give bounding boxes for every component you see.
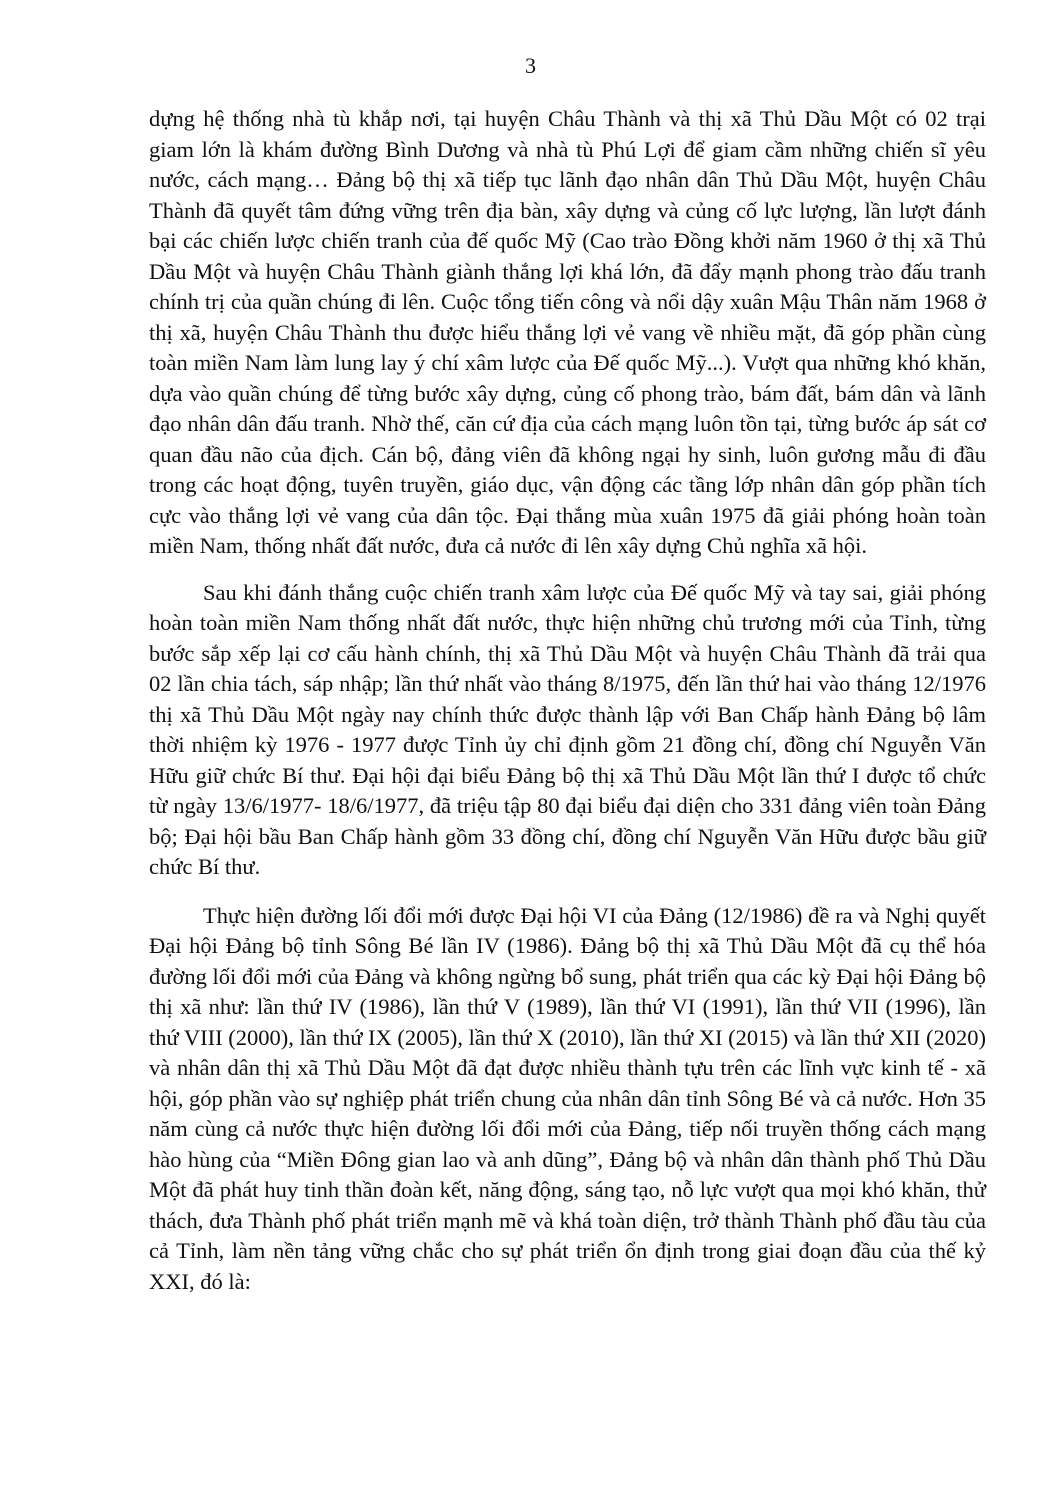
page-number: 3 (525, 53, 536, 78)
paragraph-continuation: dựng hệ thống nhà tù khắp nơi, tại huyện Châu Thành và thị xã Thủ Dầu Một có 02 trại giam lớn là khám đường Bình Dương và nhà tù Phú Lợi để giam cầm những chiến sĩ yêu nước, cách mạng… Đảng bộ thị xã tiếp tục lãnh đạo nhân dân Thủ Dầu Một, huyện Châu Thành đã quyết tâm đứng vững trên địa bàn, xây dựng và củng cố lực lượng, lần lượt đánh bại các chiến lược chiến tranh của đế quốc Mỹ (Cao trào Đồng khởi năm 1960 ở thị xã Thủ Dầu Một và huyện Châu Thành giành thắng lợi khá lớn, đã đẩy mạnh phong trào đấu tranh chính trị của quần chúng đi lên. Cuộc tổng tiến công và nổi dậy xuân Mậu Thân năm 1968 ở thị xã, huyện Châu Thành thu được hiểu thắng lợi vẻ vang về nhiều mặt, đã góp phần cùng toàn miền Nam làm lung lay ý chí xâm lược của Đế quốc Mỹ...). Vượt qua những khó khăn, dựa vào quần chúng để từng bước xây dựng, củng cố phong trào, bám đất, bám dân và lãnh đạo nhân dân đấu tranh. Nhờ thế, căn cứ địa của cách mạng luôn tồn tại, từng bước áp sát cơ quan đầu não của địch. Cán bộ, đảng viên đã không ngại hy sinh, luôn gương mẫu đi đầu trong các hoạt động, tuyên truyền, giáo dục, vận động các tầng lớp nhân dân góp phần tích cực vào thắng lợi vẻ vang của dân tộc. Đại thắng mùa xuân 1975 đã giải phóng hoàn toàn miền Nam, thống nhất đất nước, đưa cả nước đi lên xây dựng Chủ nghĩa xã hội. (149, 106, 986, 558)
paragraph-doi-moi: Thực hiện đường lối đổi mới được Đại hội VI của Đảng (12/1986) đề ra và Nghị quyết Đại hội Đảng bộ tỉnh Sông Bé lần IV (1986). Đảng bộ thị xã Thủ Dầu Một đã cụ thể hóa đường lối đổi mới của Đảng và không ngừng bổ sung, phát triển qua các kỳ Đại hội Đảng bộ thị xã như: lần thứ IV (1986), lần thứ V (1989), lần thứ VI (1991), lần thứ VII (1996), lần thứ VIII (2000), lần thứ IX (2005), lần thứ X (2010), lần thứ XI (2015) và lần thứ XII (2020) và nhân dân thị xã Thủ Dầu Một đã đạt được nhiều thành tựu trên các lĩnh vực kinh tế - xã hội, góp phần vào sự nghiệp phát triển chung của nhân dân tỉnh Sông Bé và cả nước. Hơn 35 năm cùng cả nước thực hiện đường lối đổi mới của Đảng, tiếp nối truyền thống cách mạng hào hùng của “Miền Đông gian lao và anh dũng”, Đảng bộ và nhân dân thành phố Thủ Dầu Một đã phát huy tinh thần đoàn kết, năng động, sáng tạo, nỗ lực vượt qua mọi khó khăn, thử thách, đưa Thành phố phát triển mạnh mẽ và khá toàn diện, trở thành Thành phố đầu tàu của cả Tỉnh, làm nền tảng vững chắc cho sự phát triển ổn định trong giai đoạn đầu của thế kỷ XXI, đó là: (149, 902, 986, 1294)
body-text (149, 104, 986, 1297)
paragraph-reorganization: Sau khi đánh thắng cuộc chiến tranh xâm lược của Đế quốc Mỹ và tay sai, giải phóng hoàn toàn miền Nam thống nhất đất nước, thực hiện những chủ trương mới của Tỉnh, từng bước sắp xếp lại cơ cấu hành chính, thị xã Thủ Dầu Một và huyện Châu Thành đã trải qua 02 lần chia tách, sáp nhập; lần thứ nhất vào tháng 8/1975, đến lần thứ hai vào tháng 12/1976 thị xã Thủ Dầu Một ngày nay chính thức được thành lập với Ban Chấp hành Đảng bộ lâm thời nhiệm kỳ 1976 - 1977 được Tỉnh ủy chỉ định gồm 21 đồng chí, đồng chí Nguyễn Văn Hữu giữ chức Bí thư. Đại hội đại biểu Đảng bộ thị xã Thủ Dầu Một lần thứ I được tổ chức từ ngày 13/6/1977- 18/6/1977, đã triệu tập 80 đại biểu đại diện cho 331 đảng viên toàn Đảng bộ; Đại hội bầu Ban Chấp hành gồm 33 đồng chí, đồng chí Nguyễn Văn Hữu được bầu giữ chức Bí thư. (149, 579, 986, 879)
